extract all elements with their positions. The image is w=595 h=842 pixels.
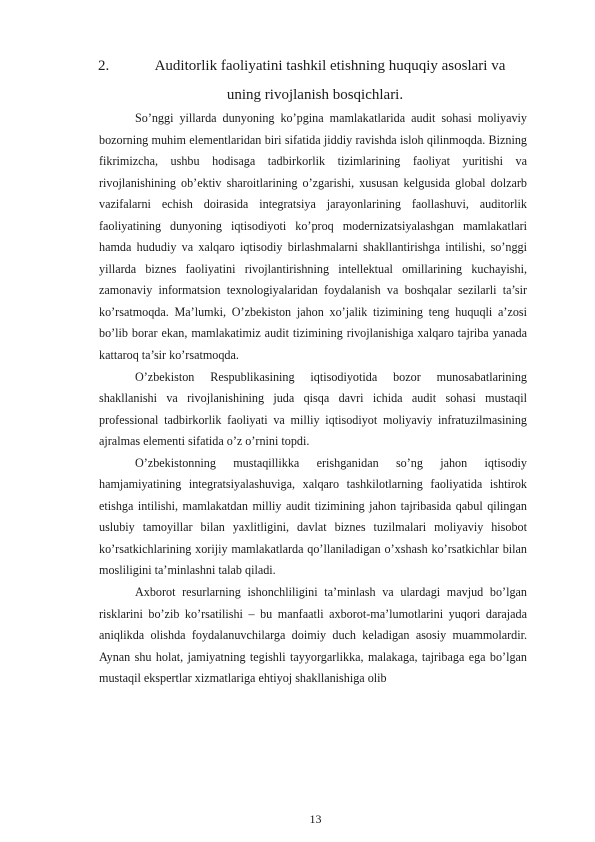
section-heading bbox=[100, 52, 530, 110]
section-title-line2: uning rivojlanish bosqichlari. bbox=[226, 87, 404, 103]
paragraph-4: Axborot resurlarning ishonchliligini ta’minlash va ulardagi mavjud bo’lgan risklarini bo’zib ko’rsatilishi – bu manfaatli axborot-ma’lumotlarini yuqori darajada aniqlikda olishda foydalanuvchilarga doimiy duch keladigan asosiy muammolardir. Aynan shu holat, jamiyatning tegishli tayyorgarlikka, malakaga, tajribaga ega bo’lgan mustaqil ekspertlar xizmatlariga ehtiyoj shakllanishiga olib bbox=[99, 585, 527, 686]
section-number: 2. bbox=[98, 58, 110, 74]
paragraph-3: O’zbekistonning mustaqillikka erishganidan so’ng jahon iqtisodiy hamjamiyatining integratsiyalashuviga, xalqaro tashkilotlarning faoliyatida ishtirok etishga intilishi, mamlakatdan milliy audit tizimining jahon tajribasida qabul qilingan uslubiy tamoyillar bilan yaxlitligini, davlat biznes tuzilmalari moliyaviy hisobot ko’rsatkichlarining xorijiy mamlakatlarda qo’llaniladigan o’xshash ko’rsatkichlar bilan mosliligini ta’minlashni talab qiladi. bbox=[99, 455, 527, 578]
body-text bbox=[99, 108, 527, 690]
paragraph-2: O’zbekiston Respublikasining iqtisodiyotida bozor munosabatlarining shakllanishi va rivojlanishining juda qisqa davri ichida audit sohasi mustaqil professional tadbirkorlik faoliyati va milliy iqtisodiyot moliyaviy infratuzilmasining ajralmas elementi sifatida o’z o’rnini topdi. bbox=[99, 369, 527, 449]
section-title-line1: Auditorlik faoliyatini tashkil etishning huquqiy asoslari va bbox=[154, 58, 506, 74]
paragraph-1: So’nggi yillarda dunyoning ko’pgina mamlakatlarida audit sohasi moliyaviy bozorning muhim elementlaridan biri sifatida jiddiy ravishda isloh qilinmoqda. Bizning fikrimizcha, ushbu hodisaga tadbirkorlik tizimlarining faoliyat yuritishi va rivojlanishining ob’ektiv sharoitlarining o’zgarishi, xususan kelgusida global dolzarb vazifalarni echish doirasida integratsiya jarayonlarining faollashuvi, auditorlik faoliyatining dunyoning iqtisodiyoti ko’proq modernizatsiyalashgan mamlakatlari hamda hududiy va xalqaro iqtisodiy birlashmalarni shakllantirishga intilishi, so’nggi yillarda biznes faoliyatini rivojlantirishning intellektual omillarining kuchayishi, zamonaviy informatsion texnologiyalaridan foydalanish va boshqalar sezilarli ta’sir ko’rsatmoqda. Ma’lumki, O’zbekiston jahon xo’jalik tizimining teng huquqli a’zosi bo’lib borar ekan, mamlakatimiz audit tizimining rivojlanishiga xalqaro tajriba yanada kattaroq ta’sir ko’rsatmoqda. bbox=[99, 111, 527, 363]
page-number: 13 bbox=[309, 812, 322, 826]
